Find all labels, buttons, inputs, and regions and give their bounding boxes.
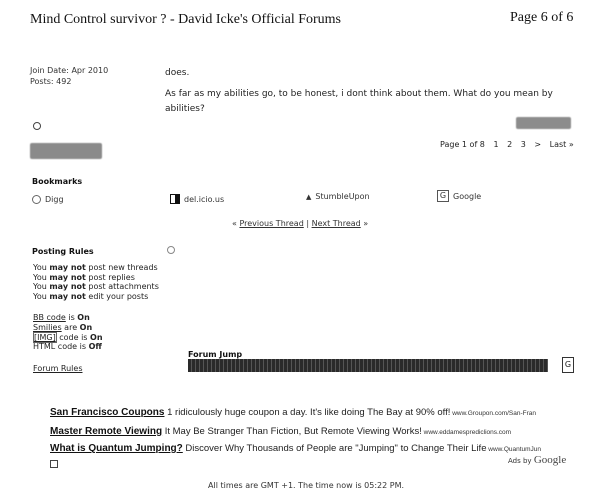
ad-info-icon[interactable] (50, 460, 58, 468)
bookmark-stumbleupon[interactable] (306, 192, 370, 201)
posting-rules-list (33, 263, 159, 373)
google-icon: G (437, 190, 449, 202)
bbcode-link[interactable]: BB code (33, 313, 66, 323)
post-user-info (30, 65, 108, 87)
quote-button[interactable] (516, 117, 571, 129)
document-title: Mind Control survivor ? - David Icke's Official Forums (30, 12, 341, 27)
posting-rules-title: Posting Rules (32, 247, 94, 256)
thread-nav-close: » (363, 219, 369, 228)
bookmark-google-label: Google (453, 191, 482, 201)
forum-jump-go-button[interactable]: G (562, 357, 574, 373)
page-number: Page 6 of 6 (510, 10, 574, 25)
stumbleupon-icon: ▲ (306, 192, 312, 201)
smilies-status: Smilies are On (33, 322, 93, 332)
post-line-2: As far as my abilities go, to be honest, i dont think about them. What do you mean by abilities? (165, 89, 553, 114)
next-thread-link[interactable]: Next Thread (311, 219, 361, 228)
page-link-1[interactable]: 1 (493, 140, 499, 149)
previous-thread-link[interactable]: Previous Thread (239, 219, 304, 228)
last-page-link[interactable]: Last » (549, 140, 574, 149)
bookmark-delicious[interactable] (170, 194, 224, 204)
delicious-icon (170, 194, 180, 204)
collapse-icon[interactable] (167, 246, 175, 254)
bookmark-stumbleupon-label: StumbleUpon (315, 192, 370, 201)
bookmark-digg-label: Digg (45, 195, 64, 204)
ad-link[interactable]: San Francisco Coupons (50, 407, 165, 418)
rule-line: You may not edit your posts (33, 291, 149, 301)
html-code-status: HTML code is Off (33, 342, 102, 352)
page-link-3[interactable]: 3 (520, 140, 526, 149)
post-status-icon (33, 122, 41, 130)
pagination (440, 140, 580, 149)
bookmark-digg[interactable] (32, 195, 64, 204)
forum-jump-select[interactable] (188, 359, 548, 372)
bookmarks-title: Bookmarks (32, 177, 83, 186)
ad-link[interactable]: Master Remote Viewing (50, 426, 163, 437)
join-date: Join Date: Apr 2010 (30, 66, 109, 75)
bookmark-google[interactable] (437, 190, 481, 202)
ad-row: What is Quantum Jumping? Discover Why Thousands of People are "Jumping" to Change Their Life www.QuantumJun (50, 443, 542, 454)
post-count: Posts: 492 (30, 77, 72, 86)
digg-icon (32, 195, 41, 204)
reply-button[interactable] (30, 143, 102, 159)
page-link-2[interactable]: 2 (507, 140, 513, 149)
next-page-link[interactable]: > (534, 140, 542, 149)
rule-line: You may not post replies (33, 272, 135, 282)
bbcode-status: BB code is On (33, 313, 90, 323)
ad-row: Master Remote Viewing It May Be Stranger Than Fiction, But Remote Viewing Works! www.eddamesprediclions.com (50, 426, 512, 437)
forum-rules-link[interactable]: Forum Rules (33, 363, 83, 373)
img-code-link[interactable]: [IMG] (34, 332, 56, 342)
thread-nav-open: « (232, 219, 237, 228)
thread-nav-separator: | (306, 219, 310, 228)
thread-navigation (232, 219, 368, 228)
smilies-link[interactable]: Smilies (33, 322, 62, 332)
forum-jump-label: Forum Jump (188, 350, 243, 359)
pagination-label: Page 1 of 8 (440, 140, 485, 149)
rule-line: You may not post new threads (33, 263, 158, 272)
footer-time: All times are GMT +1. The time now is 05:22 PM. (208, 481, 405, 490)
ad-row: San Francisco Coupons 1 ridiculously huge coupon a day. It's like doing The Bay at 90% off! www.Groupon.com/San-Fran (50, 407, 537, 418)
post-message (165, 66, 570, 123)
ads-by-google[interactable]: Ads by Google (508, 454, 567, 466)
post-line-1: does. (165, 68, 190, 78)
rule-line: You may not post attachments (33, 282, 159, 292)
img-code-status: [IMG] code is On (34, 332, 103, 342)
ad-link[interactable]: What is Quantum Jumping? (50, 443, 183, 454)
bookmark-delicious-label: del.icio.us (184, 194, 225, 204)
